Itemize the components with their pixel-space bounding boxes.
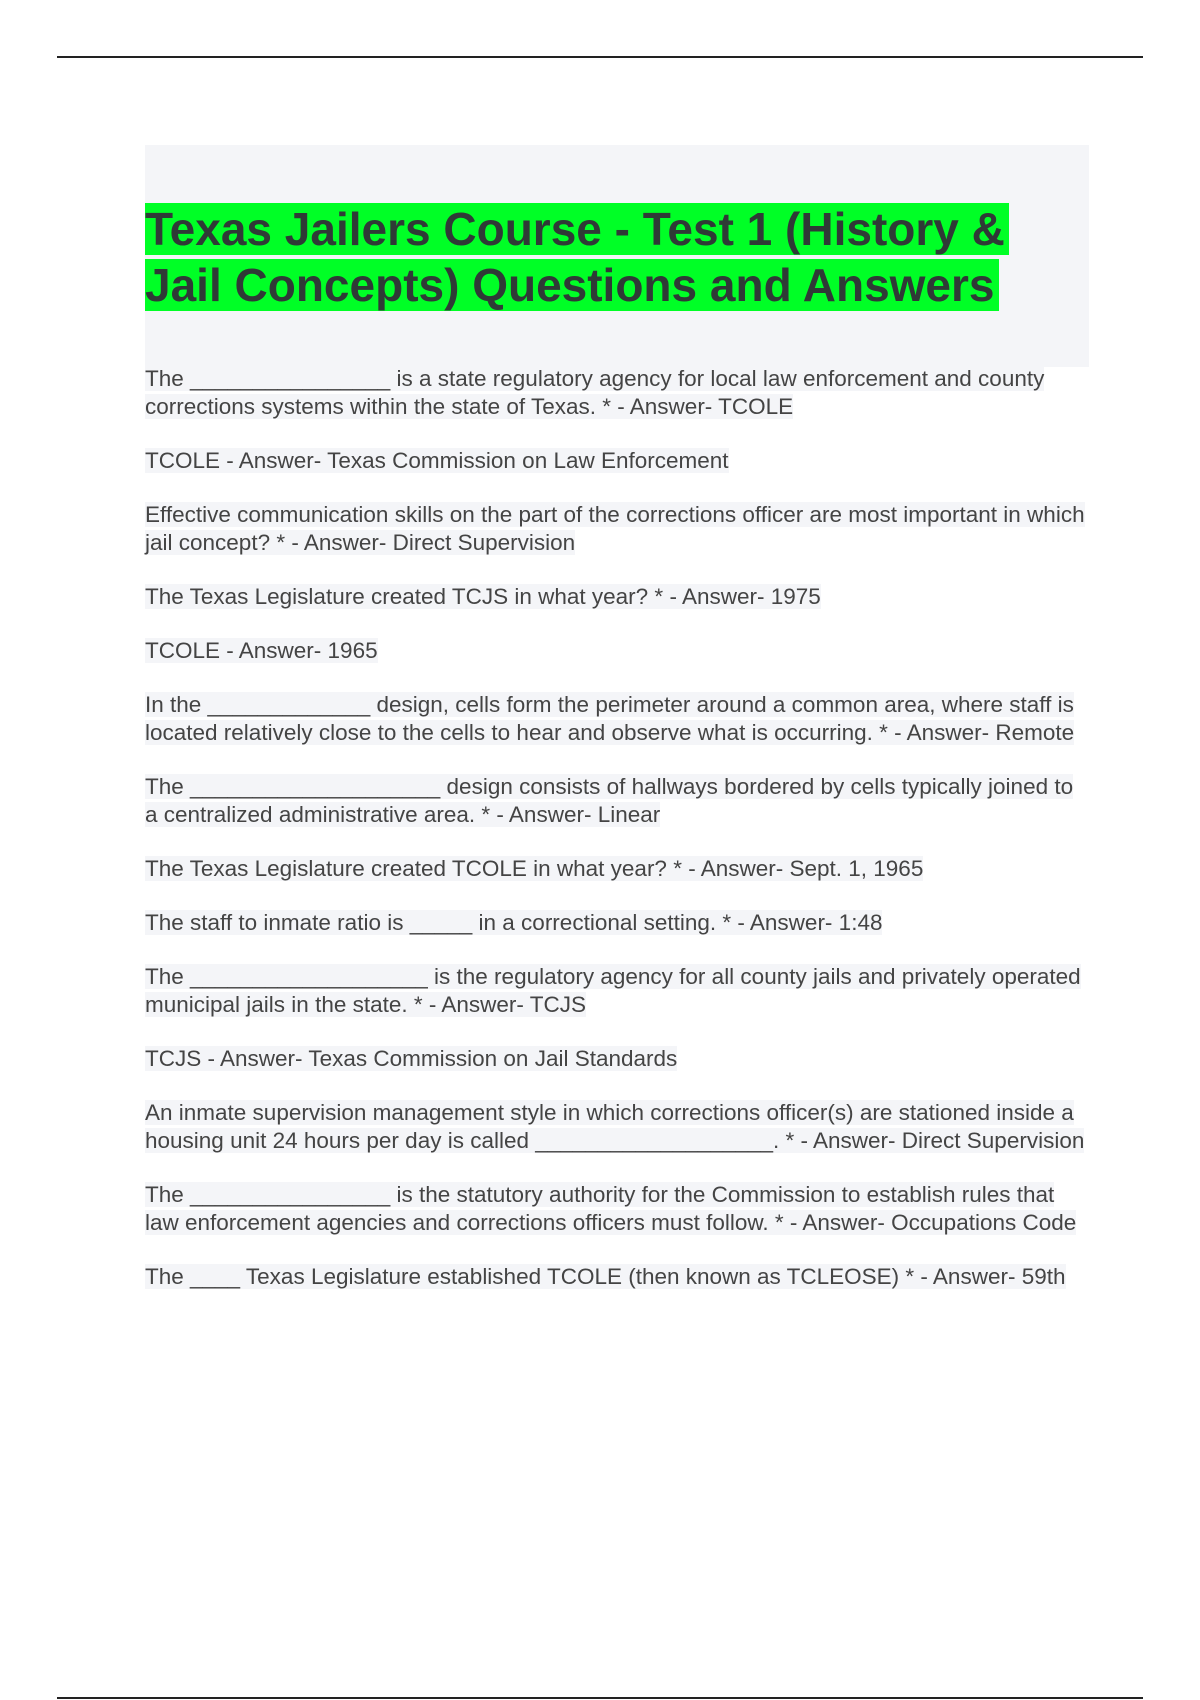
qa-text: TCOLE - Answer- 1965 [145,638,378,663]
qa-text: The ___________________ is the regulatory agency for all county jails and privately operated municipal jails in the state. * - Answer- TCJS [145,964,1081,1017]
qa-item-2 [145,447,1089,475]
title-highlight: Texas Jailers Course - Test 1 (History & Jail Concepts) Questions and Answers [145,203,1009,311]
qa-text: The Texas Legislature created TCOLE in what year? * - Answer- Sept. 1, 1965 [145,856,924,881]
qa-text: TCOLE - Answer- Texas Commission on Law Enforcement [145,448,729,473]
qa-item-6 [145,691,1089,747]
bottom-rule [57,1697,1143,1699]
qa-text: The staff to inmate ratio is _____ in a correctional setting. * - Answer- 1:48 [145,910,883,935]
qa-item-8 [145,855,1089,883]
qa-item-4 [145,583,1089,611]
qa-text: The Texas Legislature created TCJS in what year? * - Answer- 1975 [145,584,821,609]
qa-item-7 [145,773,1089,829]
qa-item-14 [145,1263,1089,1291]
qa-item-13 [145,1181,1089,1237]
qa-text: The ________________ is a state regulatory agency for local law enforcement and county corrections systems within the state of Texas. * - Answer- TCOLE [145,366,1045,419]
qa-item-5 [145,637,1089,665]
qa-item-3 [145,501,1089,557]
qa-text: The ____________________ design consists of hallways bordered by cells typically joined to a centralized administrative area. * - Answer- Linear [145,774,1074,827]
qa-item-11 [145,1045,1089,1073]
qa-text: The ____ Texas Legislature established TCOLE (then known as TCLEOSE) * - Answer- 59th [145,1264,1066,1289]
qa-item-10 [145,963,1089,1019]
document-title [145,201,1065,313]
qa-text: The ________________ is the statutory authority for the Commission to establish rules that law enforcement agencies and corrections officers must follow. * - Answer- Occupations Code [145,1182,1077,1235]
top-rule [57,56,1143,58]
qa-item-9 [145,909,1089,937]
qa-text: In the _____________ design, cells form the perimeter around a common area, where staff is located relatively close to the cells to hear and observe what is occurring. * - Answer- Remote [145,692,1075,745]
title-block [145,145,1089,367]
qa-item-12 [145,1099,1089,1155]
qa-item-1 [145,365,1089,421]
qa-text: Effective communication skills on the part of the corrections officer are most important in which jail concept? * - Answer- Direct Supervision [145,502,1085,555]
qa-text: An inmate supervision management style in which corrections officer(s) are stationed inside a housing unit 24 hours per day is called ___________________. * - Answer- Direct Supervision [145,1100,1085,1153]
qa-text: TCJS - Answer- Texas Commission on Jail Standards [145,1046,678,1071]
qa-list [145,365,1089,1317]
